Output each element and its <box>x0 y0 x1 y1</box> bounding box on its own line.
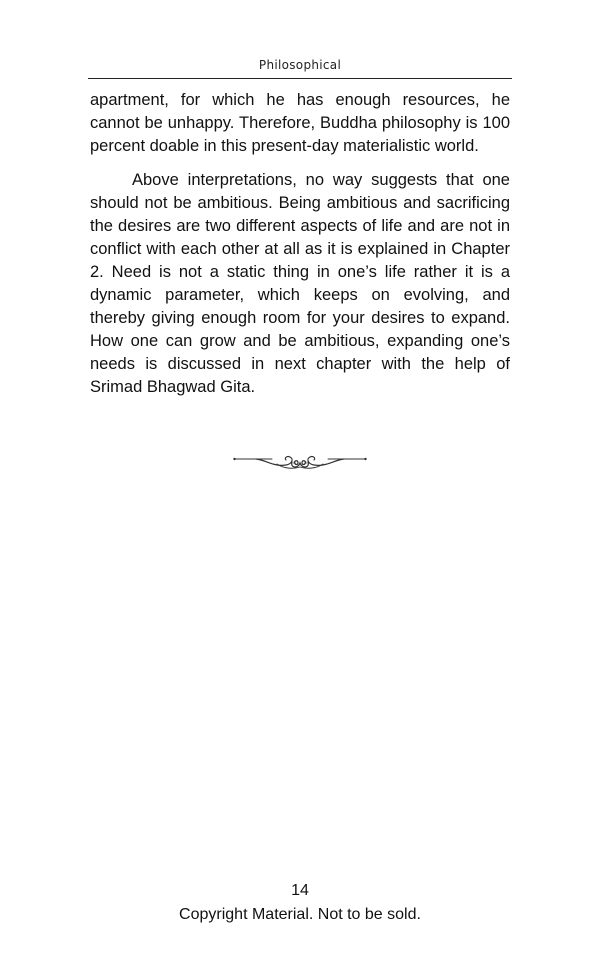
paragraph: Above interpretations, no way suggests that one should not be ambitious. Being ambitious and sacrificing the desires are two different aspects of life and are not in conflict with each other at all as it is explained in Chapter 2. Need is not a static thing in one’s life rather it is a dynamic parameter, which keeps on evolving, and thereby giving enough room for your desires to expand. How one can grow and be ambitious, expanding one’s needs is discussed in next chapter with the help of Srimad Bhagwad Gita. <box>90 171 510 396</box>
body-text <box>90 89 510 410</box>
header-rule <box>88 78 512 79</box>
copyright-notice: Copyright Material. Not to be sold. <box>179 906 421 923</box>
paragraph-continued: apartment, for which he has enough resources, he cannot be unhappy. Therefore, Buddha philosophy is 100 percent doable in this present-day materialistic world. <box>90 91 510 155</box>
running-header: Philosophical <box>258 58 342 72</box>
page-number: 14 <box>291 882 309 899</box>
flourish-divider-icon <box>232 448 368 474</box>
